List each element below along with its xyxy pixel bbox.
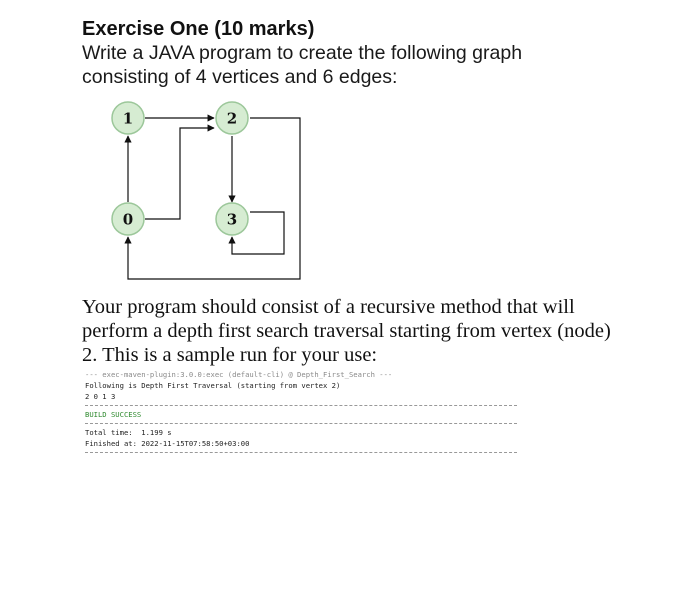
console-output-title: Following is Depth First Traversal (starting from vertex 2) [85, 381, 341, 390]
node-0 [112, 203, 144, 235]
instruction-line: Write a JAVA program to create the following graph [82, 42, 523, 64]
description-line: Your program should consist of a recursive method that will [82, 296, 575, 318]
task-description [82, 295, 682, 367]
console-output-values: 2 0 1 3 [85, 392, 116, 401]
console-header: --- exec-maven-plugin:3.0.0:exec (default-cli) @ Depth_First_Search --- [85, 370, 393, 379]
node-1-label: 1 [122, 109, 134, 128]
build-status: BUILD SUCCESS [85, 410, 142, 419]
description-line: perform a depth first search traversal starting from vertex (node) [82, 320, 611, 342]
sample-run-console [85, 369, 517, 456]
node-2-label: 2 [226, 109, 238, 128]
finished-at: Finished at: 2022-11-15T07:58:50+03:00 [85, 439, 250, 448]
description-line: 2. This is a sample run for your use: [82, 344, 378, 366]
exercise-heading: Exercise One (10 marks) [82, 18, 315, 40]
total-time: Total time: 1.199 s [85, 428, 172, 437]
console-divider [85, 423, 517, 424]
node-3-label: 3 [226, 210, 238, 229]
console-divider [85, 405, 517, 406]
graph-edges [128, 118, 300, 279]
node-0-label: 0 [122, 210, 134, 229]
node-3 [216, 203, 248, 235]
edge-0-to-2 [145, 128, 214, 219]
instruction-line: consisting of 4 vertices and 6 edges: [82, 66, 398, 88]
node-1 [112, 102, 144, 134]
node-2 [216, 102, 248, 134]
console-divider [85, 452, 517, 453]
edge-2-to-0 [128, 118, 300, 279]
